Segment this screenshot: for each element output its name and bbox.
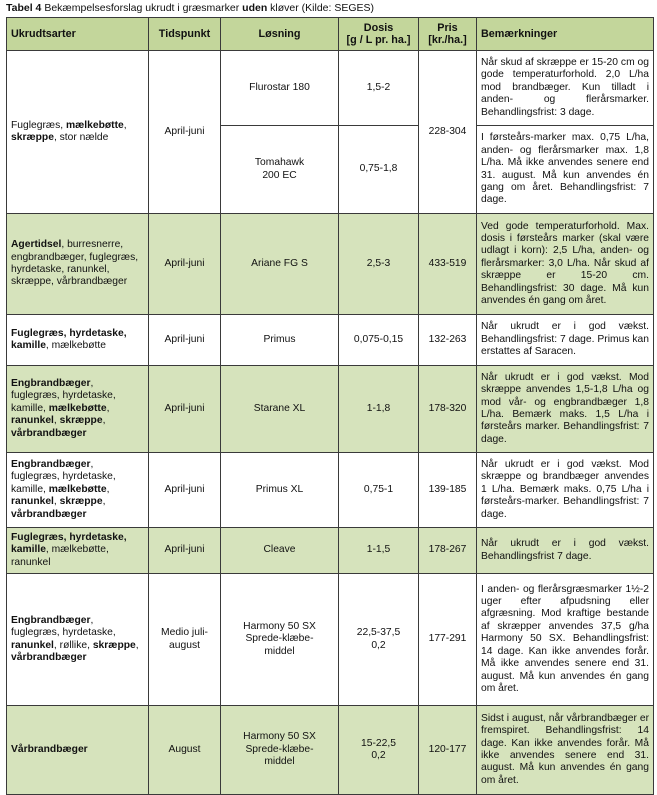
weed-segment: , [106, 483, 110, 495]
weed-segment: mælkebøtte [48, 402, 107, 414]
weed-segment: , mælkebøtte [45, 340, 107, 351]
weed-segment: , fuglegræs, hyrdetaske, kamille, [11, 377, 116, 414]
caption-bold-word: uden [242, 2, 268, 14]
weed-segment: , [106, 402, 110, 414]
caption-text-after: kløver (Kilde: SEGES) [267, 2, 375, 14]
weed-segment: Fuglegræs, hyrdetaske, kamille [11, 327, 127, 351]
dose-cell: 1,5-2 [339, 51, 419, 126]
weed-segment: , [102, 415, 106, 427]
solution-cell: Tomahawk 200 EC [221, 126, 339, 214]
table-row [7, 315, 654, 366]
dose-cell: 0,75-1 [339, 453, 419, 528]
weeds-cell [7, 366, 149, 453]
weed-segment: , [102, 496, 106, 508]
table-row [7, 51, 654, 126]
weed-segment: , mælkebøtte, ranunkel [11, 544, 109, 568]
weed-segment: skræppe [11, 132, 54, 143]
weed-segment: skræppe [92, 639, 136, 651]
weeds-cell [7, 315, 149, 366]
weed-segment: ranunkel [11, 639, 54, 651]
remark-cell: Ved gode temperaturforhold. Max. dosis i førsteårs marker (skal være udlagt i korn): 2,5 L/ha, anden- og flerårsmarker: 3,0 L/ha. Når skud af skræppe er 15-20 cm. Behandlingsfrist: 30 dage. Må kun anvendes én gang om året. [477, 214, 654, 315]
remark-cell: Når ukrudt er i god vækst. Mod skræppe anvendes 1,5-1,8 L/ha og mod vår- og engbrandbæger 1,8 L/ha. Bemærk maks. 1,5 L/ha i førsteårs marker. Behandlingsfrist: 7 dage. [477, 366, 654, 453]
remark-cell: Når ukrudt er i god vækst. Behandlingsfrist 7 dage. [477, 528, 654, 574]
table-caption [6, 2, 374, 15]
weed-segment: , burresnerre, engbrandbæger, fuglegræs, hyrdetaske, ranunkel, skræppe, vårbrandbæger [11, 239, 139, 288]
time-cell: August [149, 706, 221, 795]
weed-segment: Engbrandbæger [11, 377, 91, 389]
weeds-cell [7, 453, 149, 528]
dose-cell: 2,5-3 [339, 214, 419, 315]
price-cell: 433-519 [419, 214, 477, 315]
dose-cell: 1-1,8 [339, 366, 419, 453]
caption-text-before: Bekæmpelsesforslag ukrudt i græsmarker [41, 2, 243, 14]
price-cell: 178-320 [419, 366, 477, 453]
weed-segment: vårbrandbæger [11, 508, 87, 520]
weed-segment: , [135, 639, 139, 651]
solution-cell: Harmony 50 SX Sprede-klæbe- middel [221, 706, 339, 795]
solution-cell: Primus XL [221, 453, 339, 528]
remark-cell: Når ukrudt er i god vækst. Mod skræppe og brandbæger anvendes 1 L/ha. Bemærk maks. 0,75 L/ha i førsteårs-marker. Behandlingsfrist: 7 dage. [477, 453, 654, 528]
dose-cell: 1-1,5 [339, 528, 419, 574]
weed-segment: skræppe [59, 496, 103, 508]
solution-cell: Ariane FG S [221, 214, 339, 315]
weed-segment: , røllike, [53, 639, 93, 651]
time-cell: April-juni [149, 528, 221, 574]
weeds-cell [7, 528, 149, 574]
weed-segment: vårbrandbæger [11, 651, 87, 663]
weed-segment: mælkebøtte [65, 119, 124, 131]
time-cell: April-juni [149, 315, 221, 366]
weeds-cell [7, 706, 149, 795]
weed-segment: ranunkel [11, 415, 54, 427]
price-cell: 177-291 [419, 574, 477, 706]
table-row [7, 574, 654, 706]
time-cell: April-juni [149, 51, 221, 214]
weed-segment: Engbrandbæger [11, 458, 91, 470]
dose-cell: 0,075-0,15 [339, 315, 419, 366]
weed-segment: Agertidsel [11, 239, 62, 251]
header-dose: Dosis [g / L pr. ha.] [339, 18, 419, 51]
dose-cell: 22,5-37,5 0,2 [339, 574, 419, 706]
weed-segment: skræppe [59, 415, 103, 427]
header-remarks: Bemærkninger [477, 18, 654, 51]
table-row [7, 214, 654, 315]
remark-cell: I førsteårs-marker max. 0,75 L/ha, anden- og flerårsmarker max. 1,8 L/ha. Må ikke anvendes senere end 31. august. Må kun anvendes én gang om året. Behandlingsfrist: 7 dage. [477, 126, 654, 214]
time-cell: April-juni [149, 366, 221, 453]
dose-cell: 15-22,5 0,2 [339, 706, 419, 795]
weeds-cell [7, 214, 149, 315]
remark-cell: Når ukrudt er i god vækst. Behandlingsfrist: 7 dage. Primus kan erstattes af Saracen. [477, 315, 654, 366]
table-row [7, 706, 654, 795]
weed-segment: mælkebøtte [48, 483, 107, 495]
remark-cell: Sidst i august, når vårbrandbæger er fremspiret. Behandlingsfrist: 14 dage. Kan ikke anvendes forår. Må ikke anvendes senere end 31. august. Må kun anvendes én gang om året. [477, 706, 654, 795]
header-time: Tidspunkt [149, 18, 221, 51]
weed-segment: Vårbrandbæger [11, 743, 88, 755]
herbicide-table [6, 17, 654, 795]
weed-segment: Fuglegræs, [11, 119, 66, 131]
weed-segment: , [53, 496, 60, 508]
price-cell: 132-263 [419, 315, 477, 366]
table-row [7, 366, 654, 453]
weed-segment: , stor nælde [53, 132, 109, 143]
header-weeds: Ukrudtsarter [7, 18, 149, 51]
time-cell: Medio juli- august [149, 574, 221, 706]
weed-segment: Fuglegræs, hyrdetaske, kamille [11, 531, 127, 556]
remark-cell: Når skud af skræppe er 15-20 cm og gode temperaturforhold. 2,0 L/ha mod brandbæger. Kun tilladt i anden- og flerårsmarker. Behandlingsfrist: 3 dage. [477, 51, 654, 126]
weed-segment: , fuglegræs, hyrdetaske, [11, 614, 116, 639]
solution-cell: Primus [221, 315, 339, 366]
time-cell: April-juni [149, 214, 221, 315]
caption-label: Tabel 4 [6, 2, 42, 14]
time-cell: April-juni [149, 453, 221, 528]
weed-segment: vårbrandbæger [11, 427, 87, 439]
price-cell: 120-177 [419, 706, 477, 795]
remark-cell: I anden- og flerårsgræsmarker 1½-2 uger efter afpudsning eller afgræsning. Mod kraftige bestande af skræpper anvendes 37,5 g/ha Harmony 50 SX. Behandlingsfrist: 14 dage. Kan ikke anvendes forår. Må ikke anvendes senere end 31. august. Må kun anvendes én gang om året. [477, 574, 654, 706]
weeds-cell [7, 51, 149, 214]
weed-segment: Engbrandbæger [11, 614, 91, 626]
price-cell: 178-267 [419, 528, 477, 574]
table-row [7, 453, 654, 528]
price-cell: 139-185 [419, 453, 477, 528]
weed-segment: ranunkel [11, 496, 54, 508]
header-solution: Løsning [221, 18, 339, 51]
weed-segment: , [53, 415, 60, 427]
solution-cell: Harmony 50 SX Sprede-klæbe- middel [221, 574, 339, 706]
solution-cell: Starane XL [221, 366, 339, 453]
solution-cell: Cleave [221, 528, 339, 574]
weed-segment: , fuglegræs, hyrdetaske, kamille, [11, 458, 116, 495]
header-price: Pris [kr./ha.] [419, 18, 477, 51]
price-cell: 228-304 [419, 51, 477, 214]
table-row [7, 528, 654, 574]
dose-cell: 0,75-1,8 [339, 126, 419, 214]
weed-segment: , [123, 119, 127, 131]
weeds-cell [7, 574, 149, 706]
header-row [7, 18, 654, 51]
solution-cell: Flurostar 180 [221, 51, 339, 126]
